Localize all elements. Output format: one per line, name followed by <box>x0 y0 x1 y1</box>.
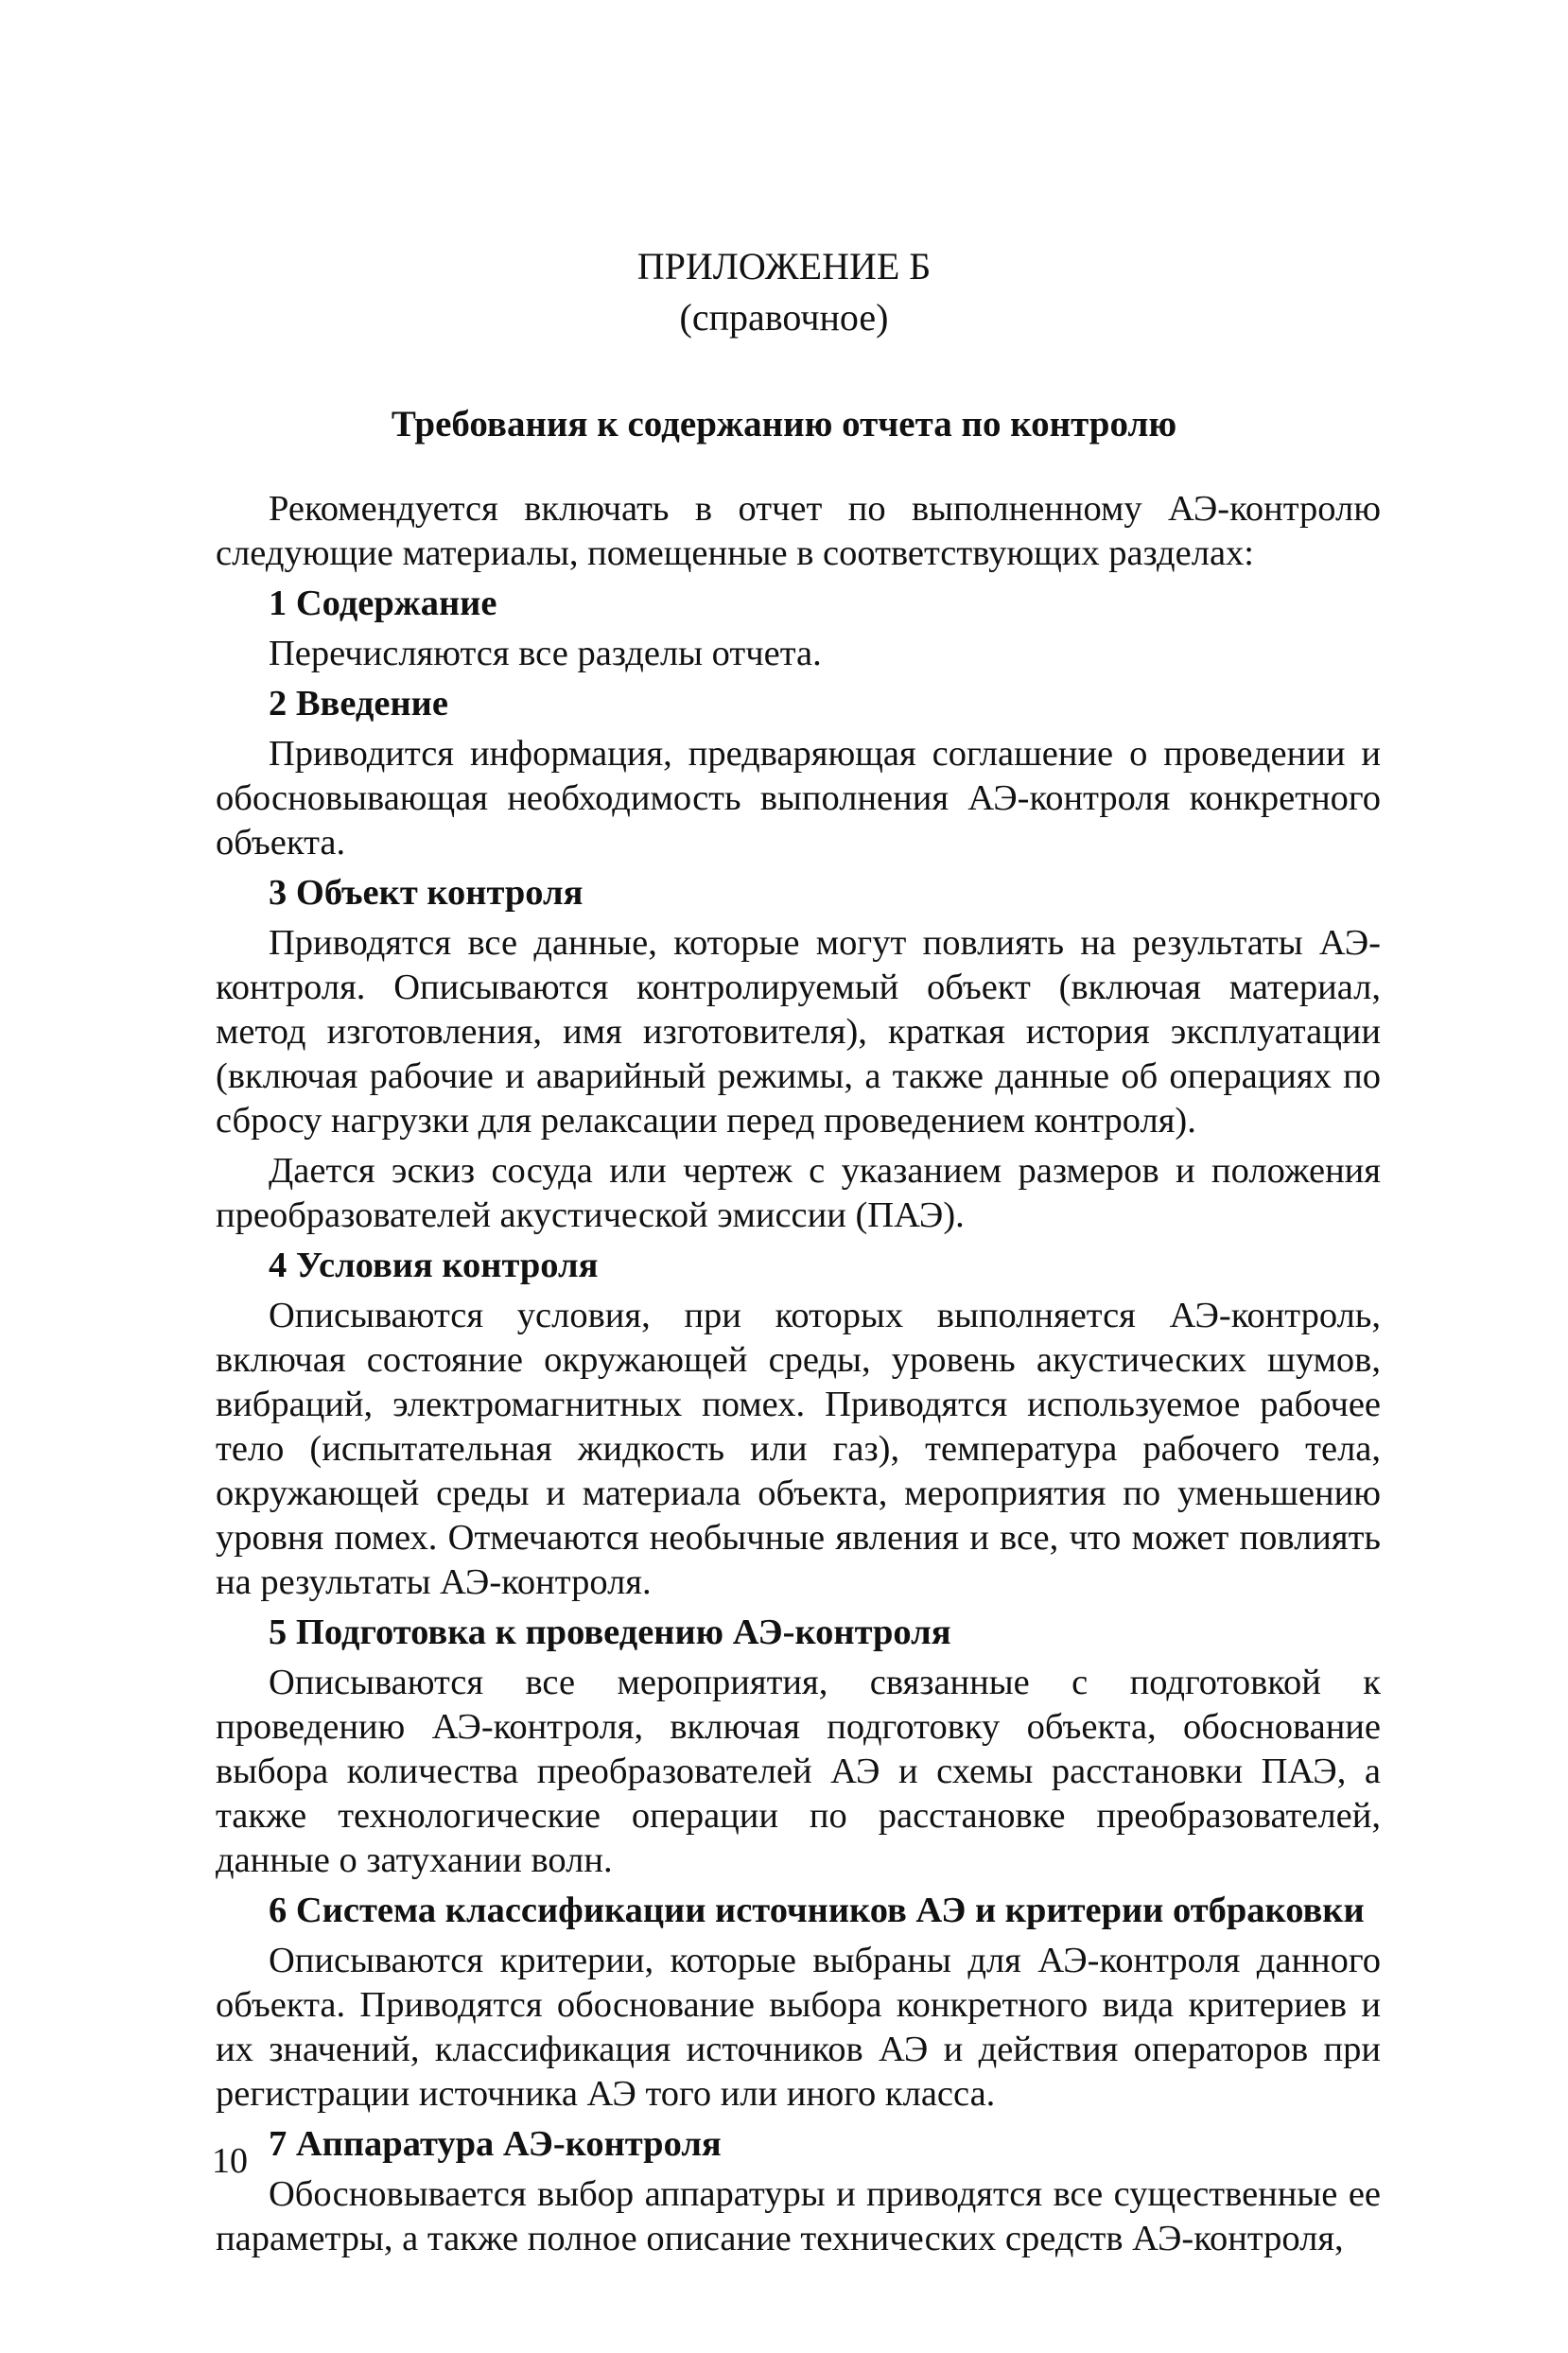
section-3-paragraph-1: Приводятся все данные, которые могут повлиять на результаты АЭ-контроля. Описываются контролируемый объект (включая материал, метод изготовления, имя изготовителя), краткая история эксплуатации (включая рабочие и аварийный режимы, а также данные об операциях по сбросу нагрузки для релаксации перед проведением контроля). <box>216 923 1381 1141</box>
section-5-paragraph: Описываются все мероприятия, связанные с подготовкой к проведению АЭ-контроля, включая подготовку объекта, обоснование выбора количества преобразователей АЭ и схемы расстановки ПАЭ, а также технологические операции по расстановке преобразователей, данные о затухании волн. <box>216 1663 1381 1880</box>
page-number: 10 <box>212 2141 248 2181</box>
section-6-paragraph: Описываются критерии, которые выбраны для АЭ-контроля данного объекта. Приводятся обоснование выбора конкретного вида критериев и их значений, классификация источников АЭ и действия операторов при регистрации источника АЭ того или иного класса. <box>216 1941 1381 2114</box>
section-2-paragraph: Приводится информация, предваряющая соглашение о проведении и обосновывающая необходимость выполнения АЭ-контроля конкретного объекта. <box>216 734 1381 863</box>
intro-paragraph: Рекомендуется включать в отчет по выполненному АЭ-контролю следующие материалы, помещенные в соответствующих разделах: <box>216 489 1381 573</box>
document-body <box>216 487 1381 2267</box>
document-heading: Требования к содержанию отчета по контролю <box>391 404 1177 444</box>
section-heading-7: 7 Аппаратура АЭ-контроля <box>269 2124 722 2164</box>
appendix-subtitle: (справочное) <box>679 296 889 339</box>
section-4-paragraph: Описываются условия, при которых выполняется АЭ-контроль, включая состояние окружающей среды, уровень акустических шумов, вибраций, электромагнитных помех. Приводятся используемое рабочее тело (испытательная жидкость или газ), температура рабочего тела, окружающей среды и материала объекта, мероприятия по уменьшению уровня помех. Отмечаются необычные явления и все, что может повлиять на результаты АЭ-контроля. <box>216 1296 1381 1602</box>
section-heading-3: 3 Объект контроля <box>269 873 584 913</box>
section-heading-1: 1 Содержание <box>269 584 497 623</box>
section-1-paragraph: Перечисляются все разделы отчета. <box>269 634 822 673</box>
section-heading-2: 2 Введение <box>269 684 448 723</box>
section-3-paragraph-2: Дается эскиз сосуда или чертеж с указанием размеров и положения преобразователей акустической эмиссии (ПАЭ). <box>216 1151 1381 1235</box>
appendix-title: ПРИЛОЖЕНИЕ Б <box>636 245 932 288</box>
section-heading-5: 5 Подготовка к проведению АЭ-контроля <box>269 1612 951 1652</box>
section-7-paragraph: Обосновывается выбор аппаратуры и приводятся все существенные ее параметры, а также полное описание технических средств АЭ-контроля, <box>216 2174 1381 2258</box>
section-heading-4: 4 Условия контроля <box>269 1246 599 1285</box>
section-heading-6: 6 Система классификации источников АЭ и критерии отбраковки <box>269 1891 1365 1930</box>
